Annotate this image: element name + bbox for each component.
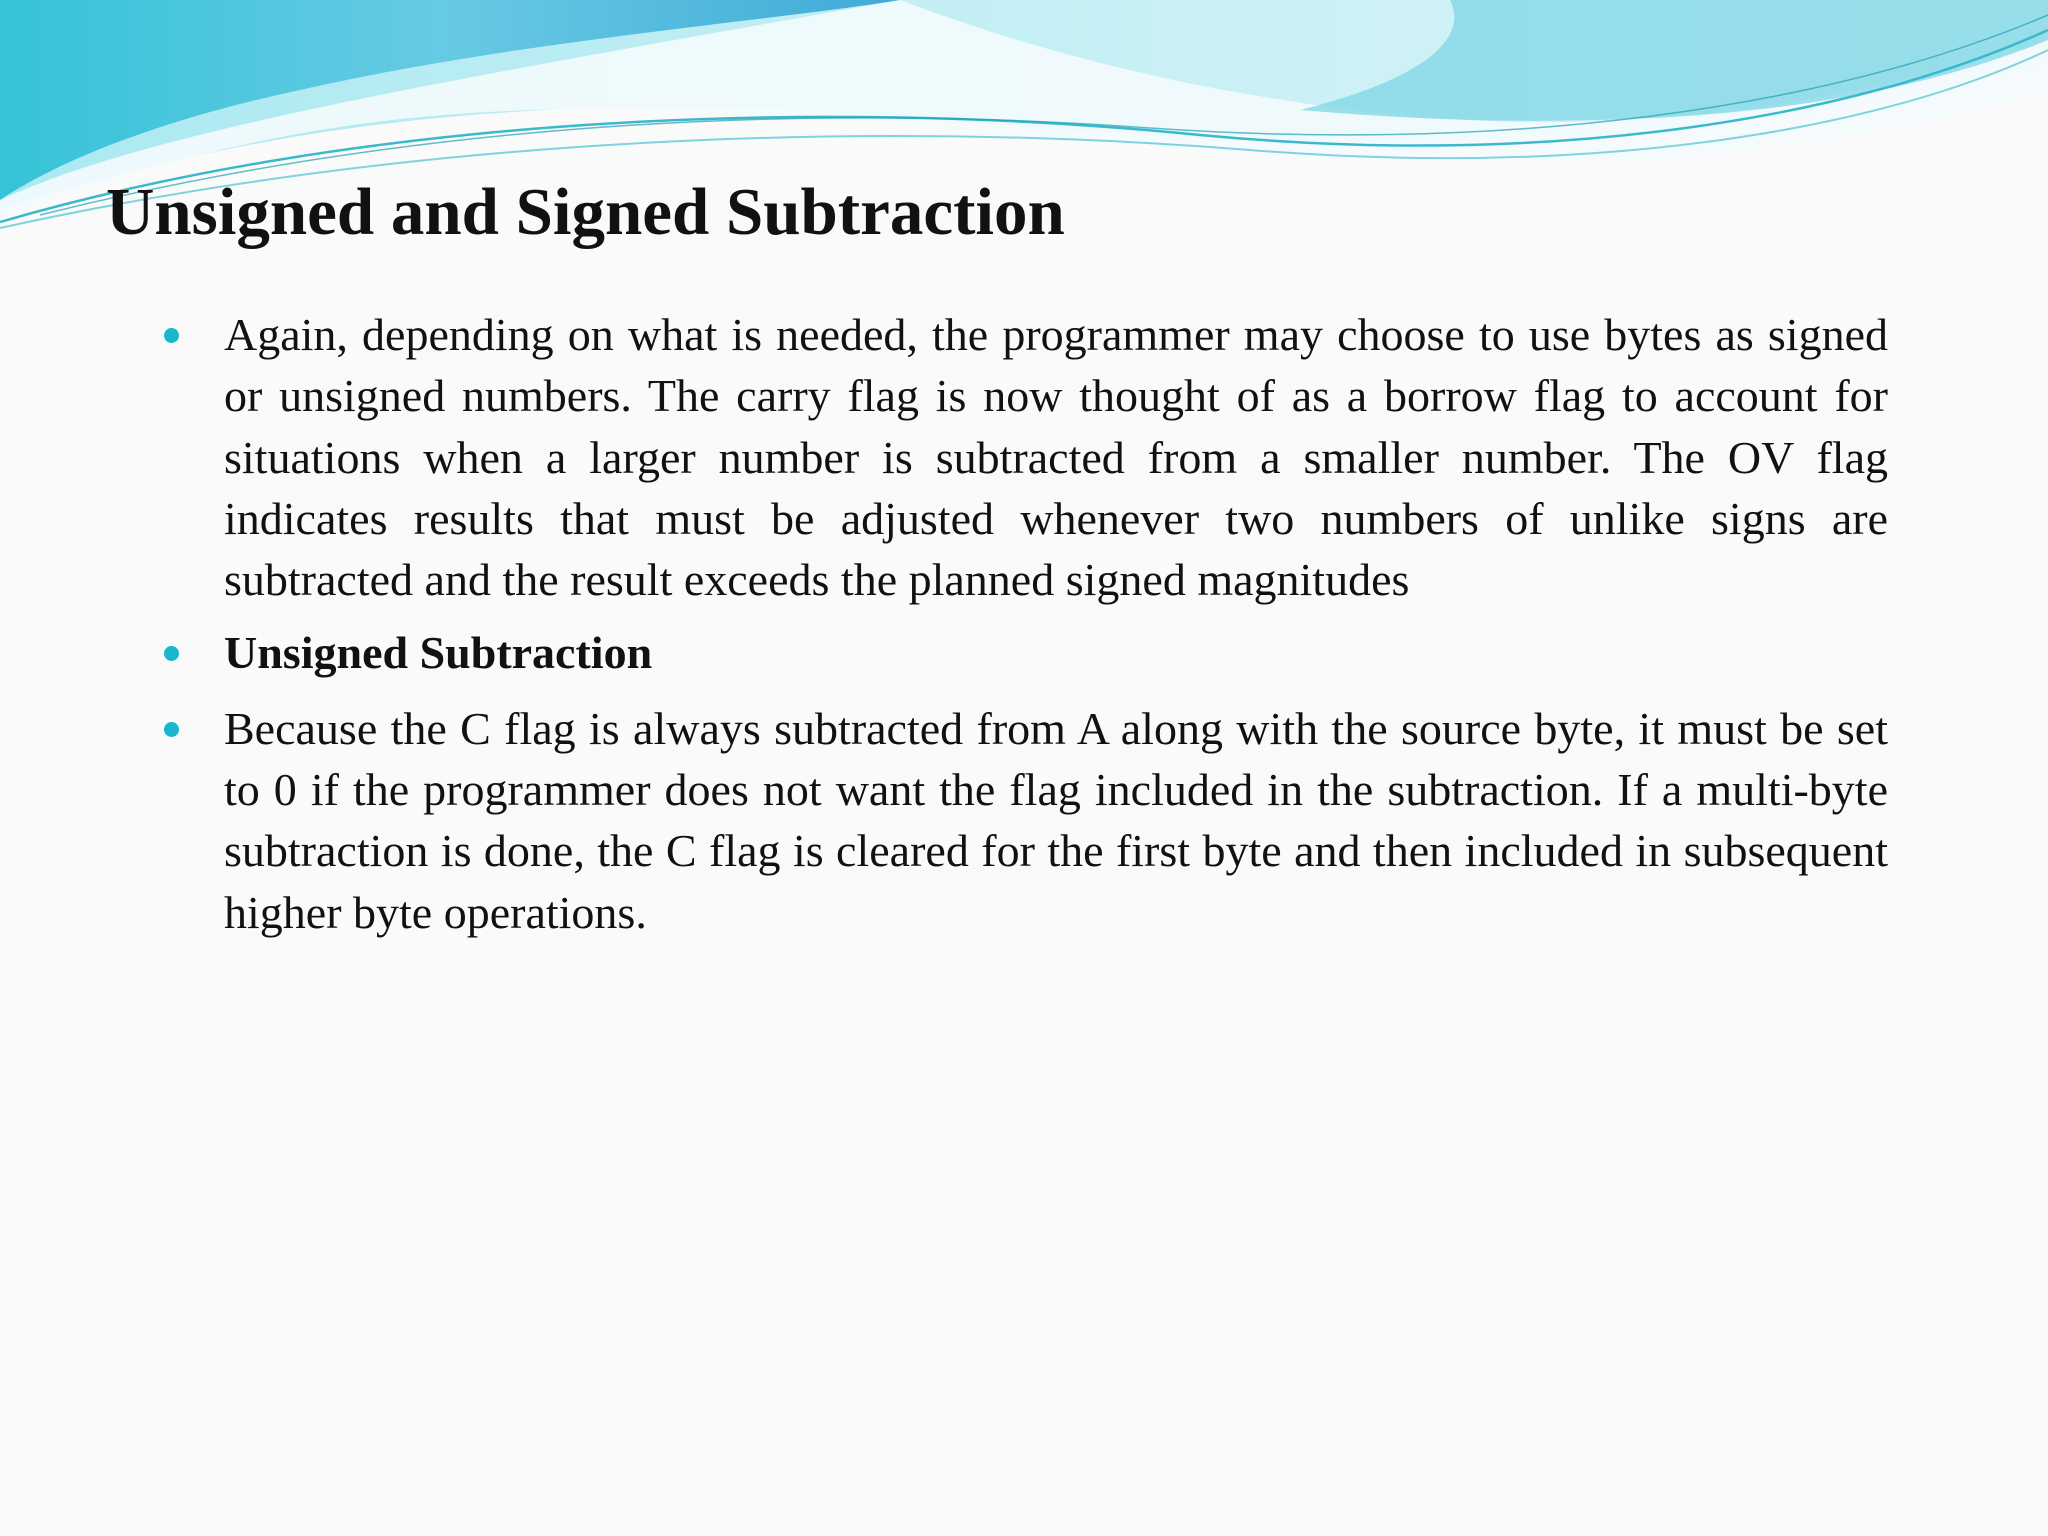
bullet-dot-icon [164, 328, 179, 343]
list-item [160, 304, 1888, 610]
bullet-dot-icon [164, 646, 179, 661]
list-item [160, 622, 1888, 683]
bullet-heading: Unsigned Subtraction [224, 627, 653, 679]
bullet-text: Again, depending on what is needed, the programmer may choose to use bytes as signed or unsigned numbers. The carry flag is now thought of as a borrow flag to account for situations when a larger number is subtracted from a smaller number. The OV flag indicates results that must be adjusted whenever two numbers of unlike signs are subtracted and the result exceeds the planned signed magnitudes [224, 309, 1888, 606]
slide-title: Unsigned and Signed Subtraction [106, 175, 1065, 249]
bullet-text: Because the C flag is always subtracted from A along with the source byte, it must be set to 0 if the programmer does not want the flag included in the subtraction. If a multi-byte subtraction is done, the C flag is cleared for the first byte and then included in subsequent higher byte operations. [224, 702, 1888, 938]
bullet-list [160, 304, 1888, 955]
bullet-dot-icon [164, 722, 179, 737]
list-item [160, 698, 1888, 943]
